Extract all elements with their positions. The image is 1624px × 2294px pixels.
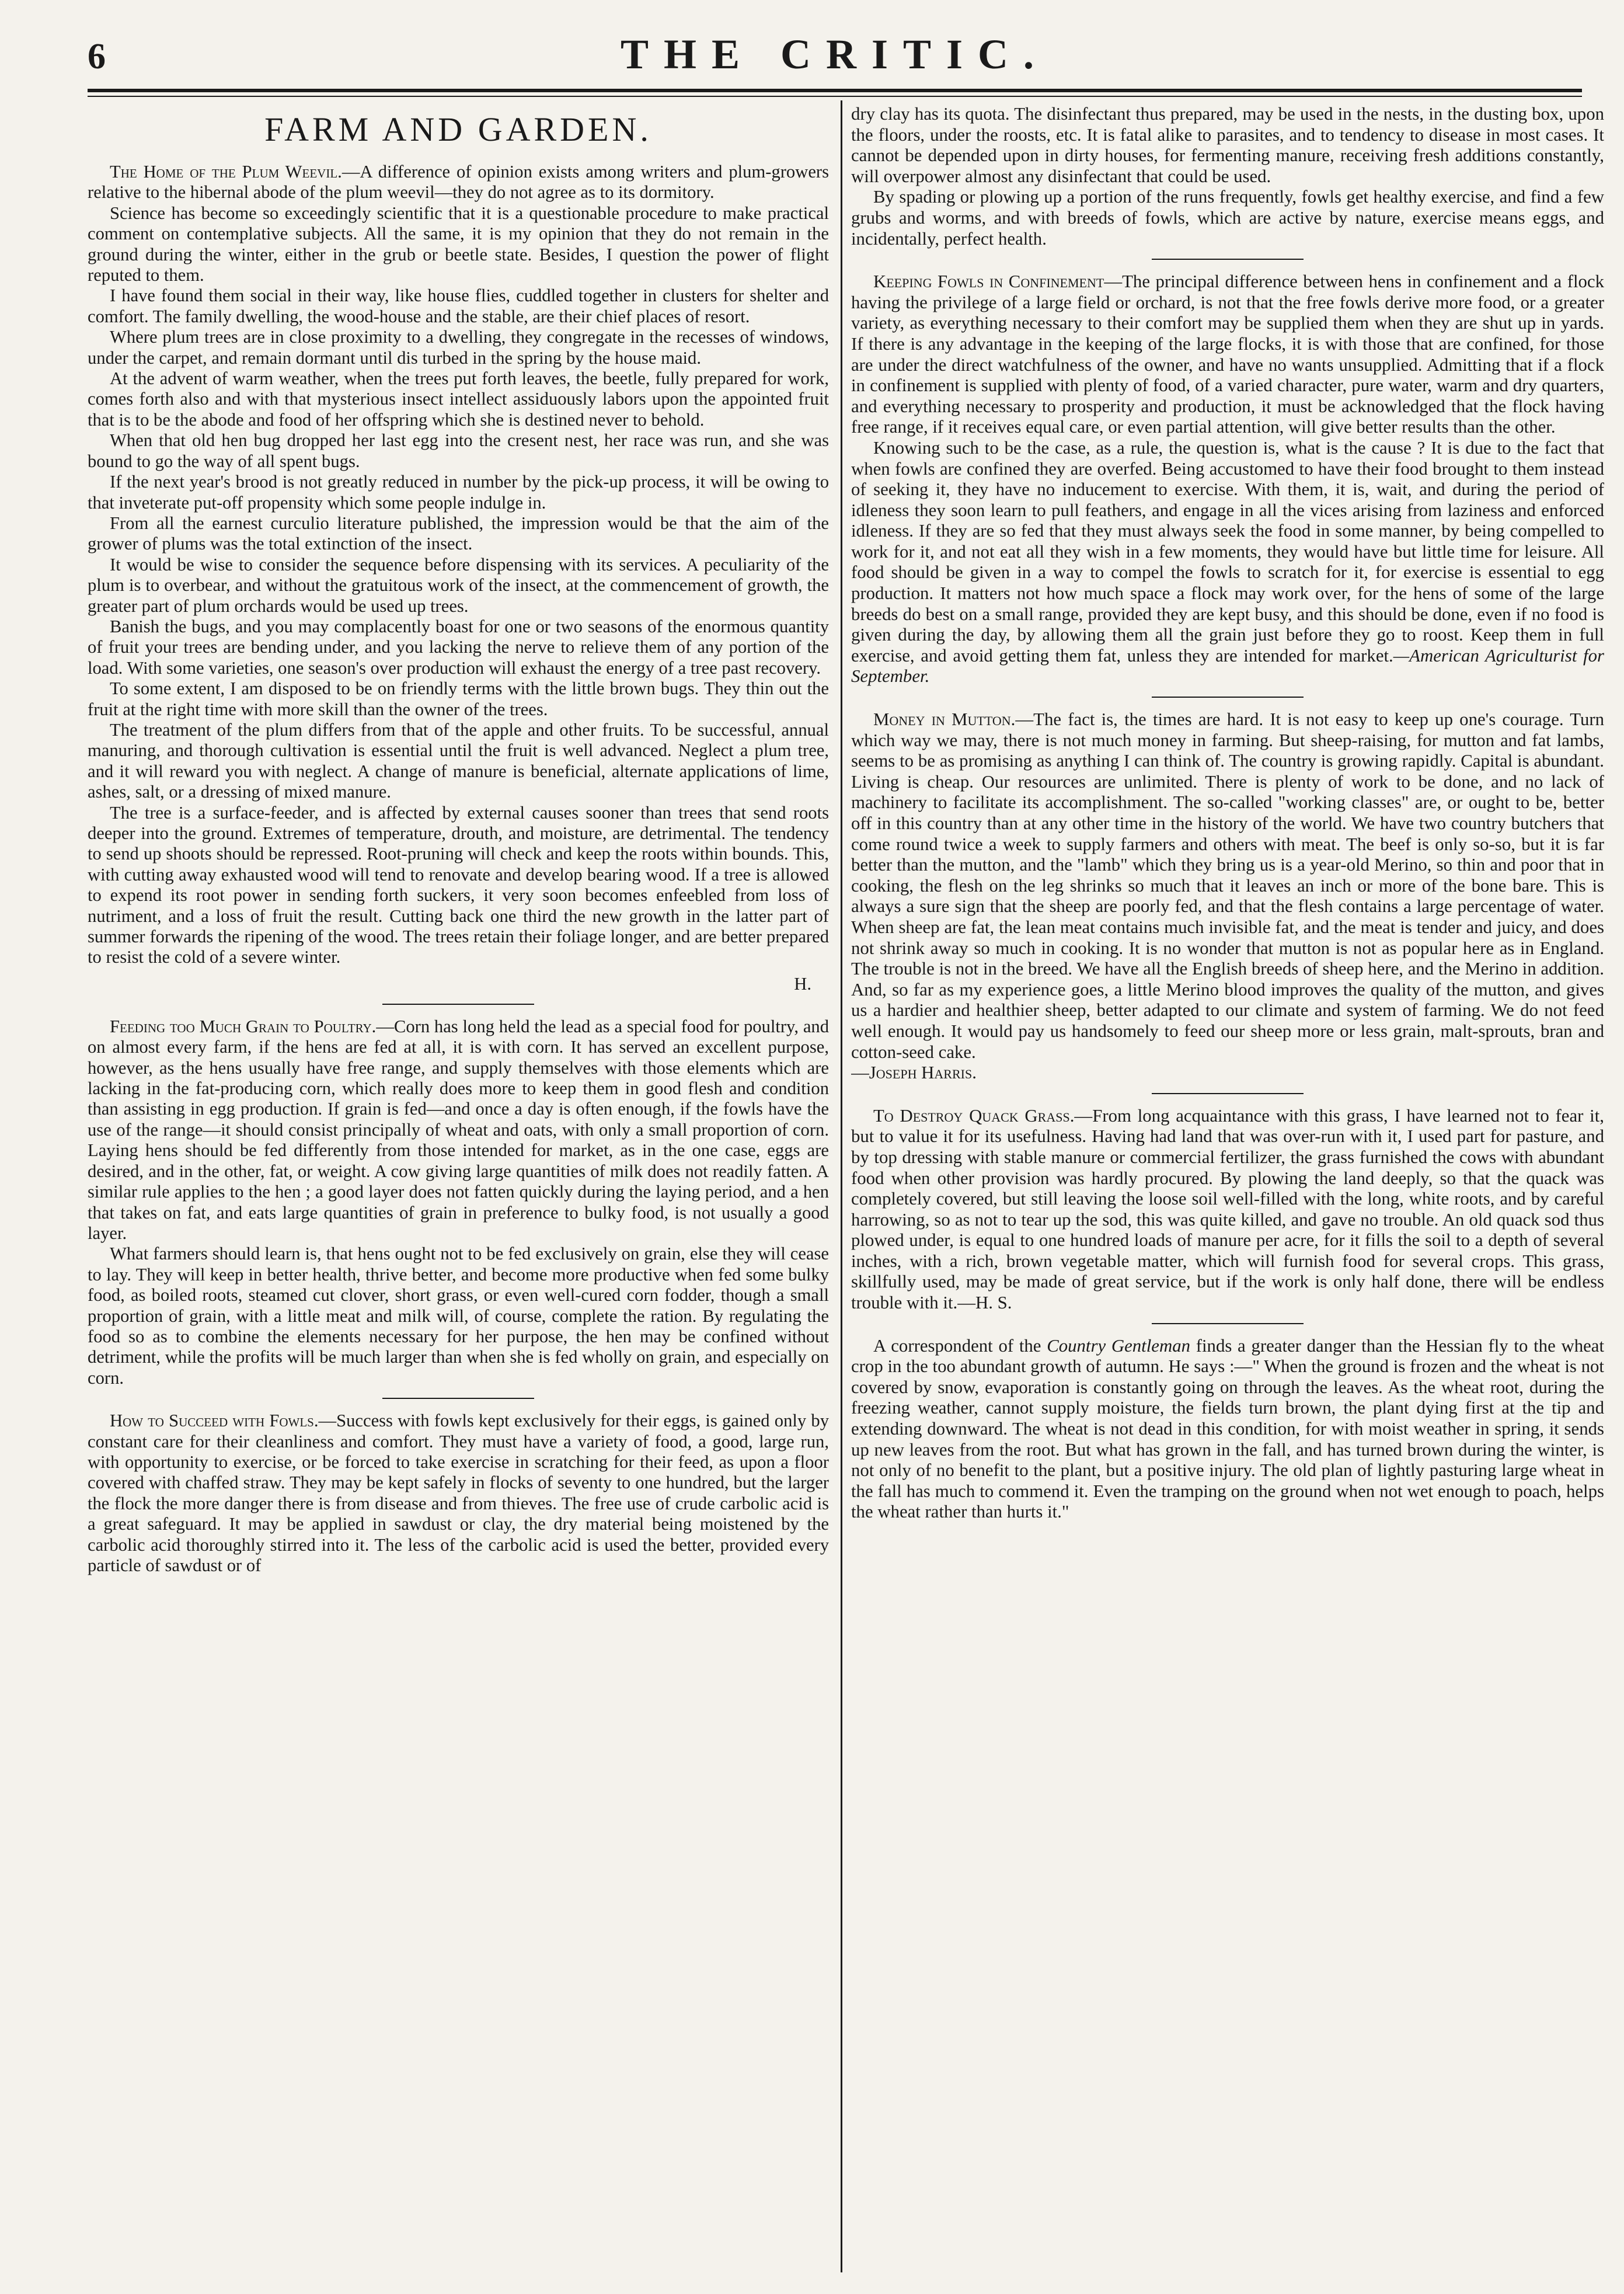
article-title: How to Succeed with Fowls. bbox=[110, 1411, 319, 1431]
article-title: To Destroy Quack Grass. bbox=[873, 1105, 1075, 1126]
left-column bbox=[88, 104, 829, 2280]
page-number: 6 bbox=[88, 37, 106, 76]
article-mutton bbox=[851, 709, 1604, 1084]
paragraph: When that old hen bug dropped her last egg into the cresent nest, her race was run, and she was bound to go the way of all spent bugs. bbox=[88, 430, 829, 471]
article-title: The Home of the Plum Weevil. bbox=[110, 162, 342, 182]
paragraph: —The principal difference between hens in confinement and a flock having the privilege of a large field or orchard, is not that the free fowls derive more food, or a greater variety, as everything necessary to their comfort may be supplied them when they are shut up in yards. If there is any advantage in the keeping of the large flocks, it is with those that are confined, for those are under the direct watchfulness of the owner, and have no wants unsupplied. Admitting that if a flock in confinement is supplied with plenty of food, of a varied character, pure water, warm and dry quarters, and everything necessary to prosperity and production, it must be acknowledged that the flock having free range, if it receives equal care, or even partial attention, will give better results than the other. bbox=[851, 271, 1604, 437]
article-signature: H. bbox=[794, 973, 811, 994]
paragraph: —Corn has long held the lead as a special food for poultry, and on almost every farm, if the hens are fed at all, it is with corn. It has served an excellent purpose, however, as the hens usually have free range, and supply themselves with those elements which are lacking in the fat-producing corn, which really does more to keep them in good flesh and condition than assisting in egg production. If grain is fed—and once a day is often enough, if the fowls have the use of the range—it should consist principally of wheat and oats, with only a small proportion of corn. Laying hens should be fed differently from those intended for market, as in the one case, eggs are desired, and in the other, fat, or weight. A cow giving large quantities of milk does not readily fatten. A similar rule applies to the hen ; a good layer does not fatten quickly during the laying period, and a hen that takes on fat, and eats large quantities of grain in preference to bulky food, is not usually a good layer. bbox=[88, 1016, 829, 1243]
paragraph: Science has become so exceedingly scientific that it is a questionable procedure to make practical comment on contemplative subjects. All the same, it is my opinion that they do not remain in the ground during the winter, either in the grub or beetle state. Besides, I question the power of flight reputed to them. bbox=[88, 203, 829, 286]
publication-name: Country Gentleman bbox=[1047, 1335, 1190, 1356]
article-fowls-continued bbox=[851, 104, 1604, 249]
column-divider bbox=[841, 100, 842, 2272]
separator-rule bbox=[382, 1004, 534, 1005]
paragraph: —From long acquaintance with this grass, I have learned not to fear it, but to value it for its usefulness. Having had land that was over-run with it, I used part for pasture, and by top dressing with stable manure or commercial fertilizer, the grass furnished the cows with abundant food when other provision was hardly procured. By plowing the land deeply, so that the quack was completely covered, but still leaving the loose soil well-filled with the long, white roots, and by careful harrowing, so as not to tear up the sod, this was quite killed, and gave no trouble. An old quack sod thus plowed under, is equal to one hundred loads of manure per acre, for it fills the soil to a depth of several inches, with a rich, brown vegetable matter, which will furnish food for several crops. This grass, skillfully used, may be made of great service, but if the work is only half done, there will be endless trouble with it. bbox=[851, 1105, 1604, 1313]
paragraph: Where plum trees are in close proximity to a dwelling, they congregate in the recesses of windows, under the carpet, and remain dormant until dis turbed in the spring by the house maid. bbox=[88, 327, 829, 368]
paragraph: It would be wise to consider the sequence before dispensing with its services. A peculiarity of the plum is to overbear, and without the gratuitous work of the insect, at the commencement of growth, the greater part of plum orchards would be used up trees. bbox=[88, 554, 829, 616]
article-quack-grass bbox=[851, 1106, 1604, 1314]
article-credit: —Joseph Harris. bbox=[851, 1063, 977, 1083]
article-wheat bbox=[851, 1336, 1604, 1523]
right-column bbox=[851, 104, 1604, 2280]
paragraph: finds a greater danger than the Hessian fly to the wheat crop in the too abundant growth of autumn. He says :—" When the ground is frozen and the wheat is not covered by snow, evaporation is constantly going on through the leaves. As the wheat root, during the freezing weather, cannot supply moisture, the fields turn brown, the plant dying first at the tip and extending downward. The wheat is not dead in this condition, for with moist weather in spring, it sends up new leaves from the root. But what has grown in the fall, and has turned brown during the winter, is not only of no benefit to the plant, but a positive injury. The old plan of lightly pasturing large wheat in the fall has much to commend it. Even the tramping on the ground when not wet enough to poach, helps the wheat rather than hurts it." bbox=[851, 1335, 1604, 1522]
article-title: Money in Mutton. bbox=[873, 709, 1016, 730]
article-credit: —American Agriculturist for September. bbox=[851, 645, 1604, 687]
separator-rule bbox=[1152, 697, 1304, 698]
separator-rule bbox=[1152, 259, 1304, 260]
paragraph-intro: A correspondent of the bbox=[873, 1335, 1041, 1356]
paragraph: Knowing such to be the case, as a rule, the question is, what is the cause ? It is due to the fact that when fowls are confined they are overfed. Being accustomed to have their food brought to them instead of seeking it, they have no inducement to exercise. With them, it is, wait, and during the period of idleness they soon learn to pull feathers, and engage in all the vices arising from laziness and enforced idleness. If they are so fed that they must always seek the food in some manner, by being compelled to work for it, and not eat all they wish in a few moments, they would have but little time for leisure. All food should be given in a way to compel the fowls to scratch for it, for exercise is essential to egg production. It matters not how much space a flock may work over, for the hens of some of the large breeds do best on a small range, provided they are kept busy, and this should be done, even if no food is given during the day, by allowing them all the grain just before they go to roost. Keep them in full exercise, and avoid getting them fat, unless they are intended for market. bbox=[851, 437, 1604, 666]
separator-rule bbox=[1152, 1323, 1304, 1324]
masthead-rule-thin bbox=[88, 96, 1582, 97]
article-succeed-fowls bbox=[88, 1411, 829, 1576]
paragraph: From all the earnest curculio literature published, the impression would be that the aim of the grower of plums was the total extinction of the insect. bbox=[88, 513, 829, 554]
paragraph: By spading or plowing up a portion of the runs frequently, fowls get healthy exercise, and find a few grubs and worms, and with breeds of fowls, which are active by nature, exercise means eggs, and incidentally, perfect health. bbox=[851, 187, 1604, 249]
paragraph: —A difference of opinion exists among writers and plum-growers relative to the hibernal abode of the plum weevil—they do not agree as to its dormitory. bbox=[88, 162, 829, 203]
separator-rule bbox=[382, 1398, 534, 1399]
paper-title: THE CRITIC. bbox=[620, 31, 1050, 78]
article-title: Feeding too Much Grain to Poultry. bbox=[110, 1016, 377, 1036]
section-heading: FARM AND GARDEN. bbox=[264, 110, 652, 148]
paragraph: The tree is a surface-feeder, and is affected by external causes sooner than trees that send roots deeper into the ground. Extremes of temperature, drouth, and moisture, are detrimental. The tendency to send up shoots should be repressed. Root-pruning will check and keep the roots within bounds. This, with cutting away exhausted wood will tend to renovate and develop bearing wood. If a tree is allowed to expend its root power in sending forth suckers, it very soon becomes enfeebled from loss of nutriment, and a loss of fruit the result. Cutting back one third the new growth in the latter part of summer forwards the ripening of the wood. The trees retain their foliage longer, and are better prepared to resist the cold of a severe winter. bbox=[88, 802, 829, 967]
paragraph: Banish the bugs, and you may complacently boast for one or two seasons of the enormous quantity of fruit your trees are bending under, and you lacking the nerve to relieve them of any portion of the load. With some varieties, one season's over production will exhaust the energy of a tree past recovery. bbox=[88, 616, 829, 678]
article-confinement bbox=[851, 271, 1604, 687]
paragraph: If the next year's brood is not greatly reduced in number by the pick-up process, it will be owing to that inveterate put-off propensity which some people indulge in. bbox=[88, 472, 829, 513]
paragraph: dry clay has its quota. The disinfectant thus prepared, may be used in the nests, in the dusting box, upon the floors, under the roosts, etc. It is fatal alike to parasites, and to tendency to disease in most cases. It cannot be depended upon in dirty houses, for fermenting manure, receiving fresh additions constantly, will overpower almost any disinfectant that could be used. bbox=[851, 104, 1604, 186]
paragraph: What farmers should learn is, that hens ought not to be fed exclusively on grain, else they will cease to lay. They will keep in better health, thrive better, and become more productive when fed some bulky food, as boiled roots, steamed cut clover, short grass, or even well-cured corn fodder, though a small proportion of grain, with a little meat and milk will, of course, complete the ration. By regulating the food so as to combine the elements necessary for her purpose, the hen may be confined without detriment, while the profits will be much larger than when she is fed wholly on grain, and especially on corn. bbox=[88, 1244, 829, 1388]
separator-rule bbox=[1152, 1093, 1304, 1094]
article-credit: —H. S. bbox=[957, 1293, 1012, 1313]
paragraph: —The fact is, the times are hard. It is not easy to keep up one's courage. Turn which way we may, there is not much money in farming. But sheep-raising, for mutton and fat lambs, seems to be as promising as anything I can think of. The country is growing rapidly. Capital is abundant. Living is cheap. Our resources are unlimited. There is plenty of work to be done, and no lack of machinery to facilitate its accomplishment. The so-called "working classes" are, or ought to be, better off in this country than at any other time in the history of the world. We have two country butchers that come round twice a week to supply farmers and others with meat. The beef is only so-so, but it is far better than the mutton, and the "lamb" which they bring us is a year-old Merino, so thin and poor that in cooking, the flesh on the leg shrinks so much that it leaves an inch or more of the bone bare. This is always a sure sign that the sheep are poorly fed, and that the flesh contains a large percentage of water. When sheep are fat, the lean meat contains much invisible fat, and the meat is tender and juicy, and does not shrink away so much in cooking. It is no wonder that mutton is not as popular here as in England. The trouble is not in the breed. We have all the English breeds of sheep here, and the Merino in addition. And, so far as my experience goes, a little Merino blood improves the quality of the mutton, and gives us a hardier and healthier sheep, better adapted to our climate and system of farming. We do not feed well enough. It would pay us handsomely to feed our sheep more or less grain, malt-sprouts, bran and cotton-seed cake. bbox=[851, 709, 1604, 1062]
paragraph: I have found them social in their way, like house flies, cuddled together in clusters for shelter and comfort. The family dwelling, the wood-house and the stable, are their chief places of resort. bbox=[88, 286, 829, 326]
masthead bbox=[88, 30, 1582, 83]
paragraph: To some extent, I am disposed to be on friendly terms with the little brown bugs. They thin out the fruit at the right time with more skill than the owner of the trees. bbox=[88, 678, 829, 719]
article-feeding-grain bbox=[88, 1017, 829, 1388]
masthead-rule bbox=[88, 89, 1582, 92]
article-plum-weevil bbox=[88, 162, 829, 968]
paragraph: —Success with fowls kept exclusively for their eggs, is gained only by constant care for their cleanliness and comfort. They must have a variety of food, a good, large run, with opportunity to exercise, or be forced to take exercise in scratching for their feed, as upon a floor covered with chaffed straw. They may be kept safely in flocks of seventy to one hundred, but the larger the flock the more danger there is from disease and from thieves. The free use of crude carbolic acid is a great safeguard. It may be applied in sawdust or clay, the dry material being moistened by the carbolic acid thoroughly stirred into it. The less of the carbolic acid is used the better, provided every particle of sawdust or of bbox=[88, 1411, 829, 1575]
paragraph: At the advent of warm weather, when the trees put forth leaves, the beetle, fully prepared for work, comes forth also and with that mysterious insect intellect assiduously labors upon the appointed fruit that is to be the abode and food of her offspring which she is destined never to behold. bbox=[88, 368, 829, 430]
article-title: Keeping Fowls in Confinement bbox=[873, 271, 1104, 292]
paragraph: The treatment of the plum differs from that of the apple and other fruits. To be successful, annual manuring, and thorough cultivation is essential until the fruit is well advanced. Neglect a plum tree, and it will reward you with neglect. A change of manure is beneficial, alternate applications of lime, ashes, salt, or a dressing of mixed manure. bbox=[88, 719, 829, 802]
